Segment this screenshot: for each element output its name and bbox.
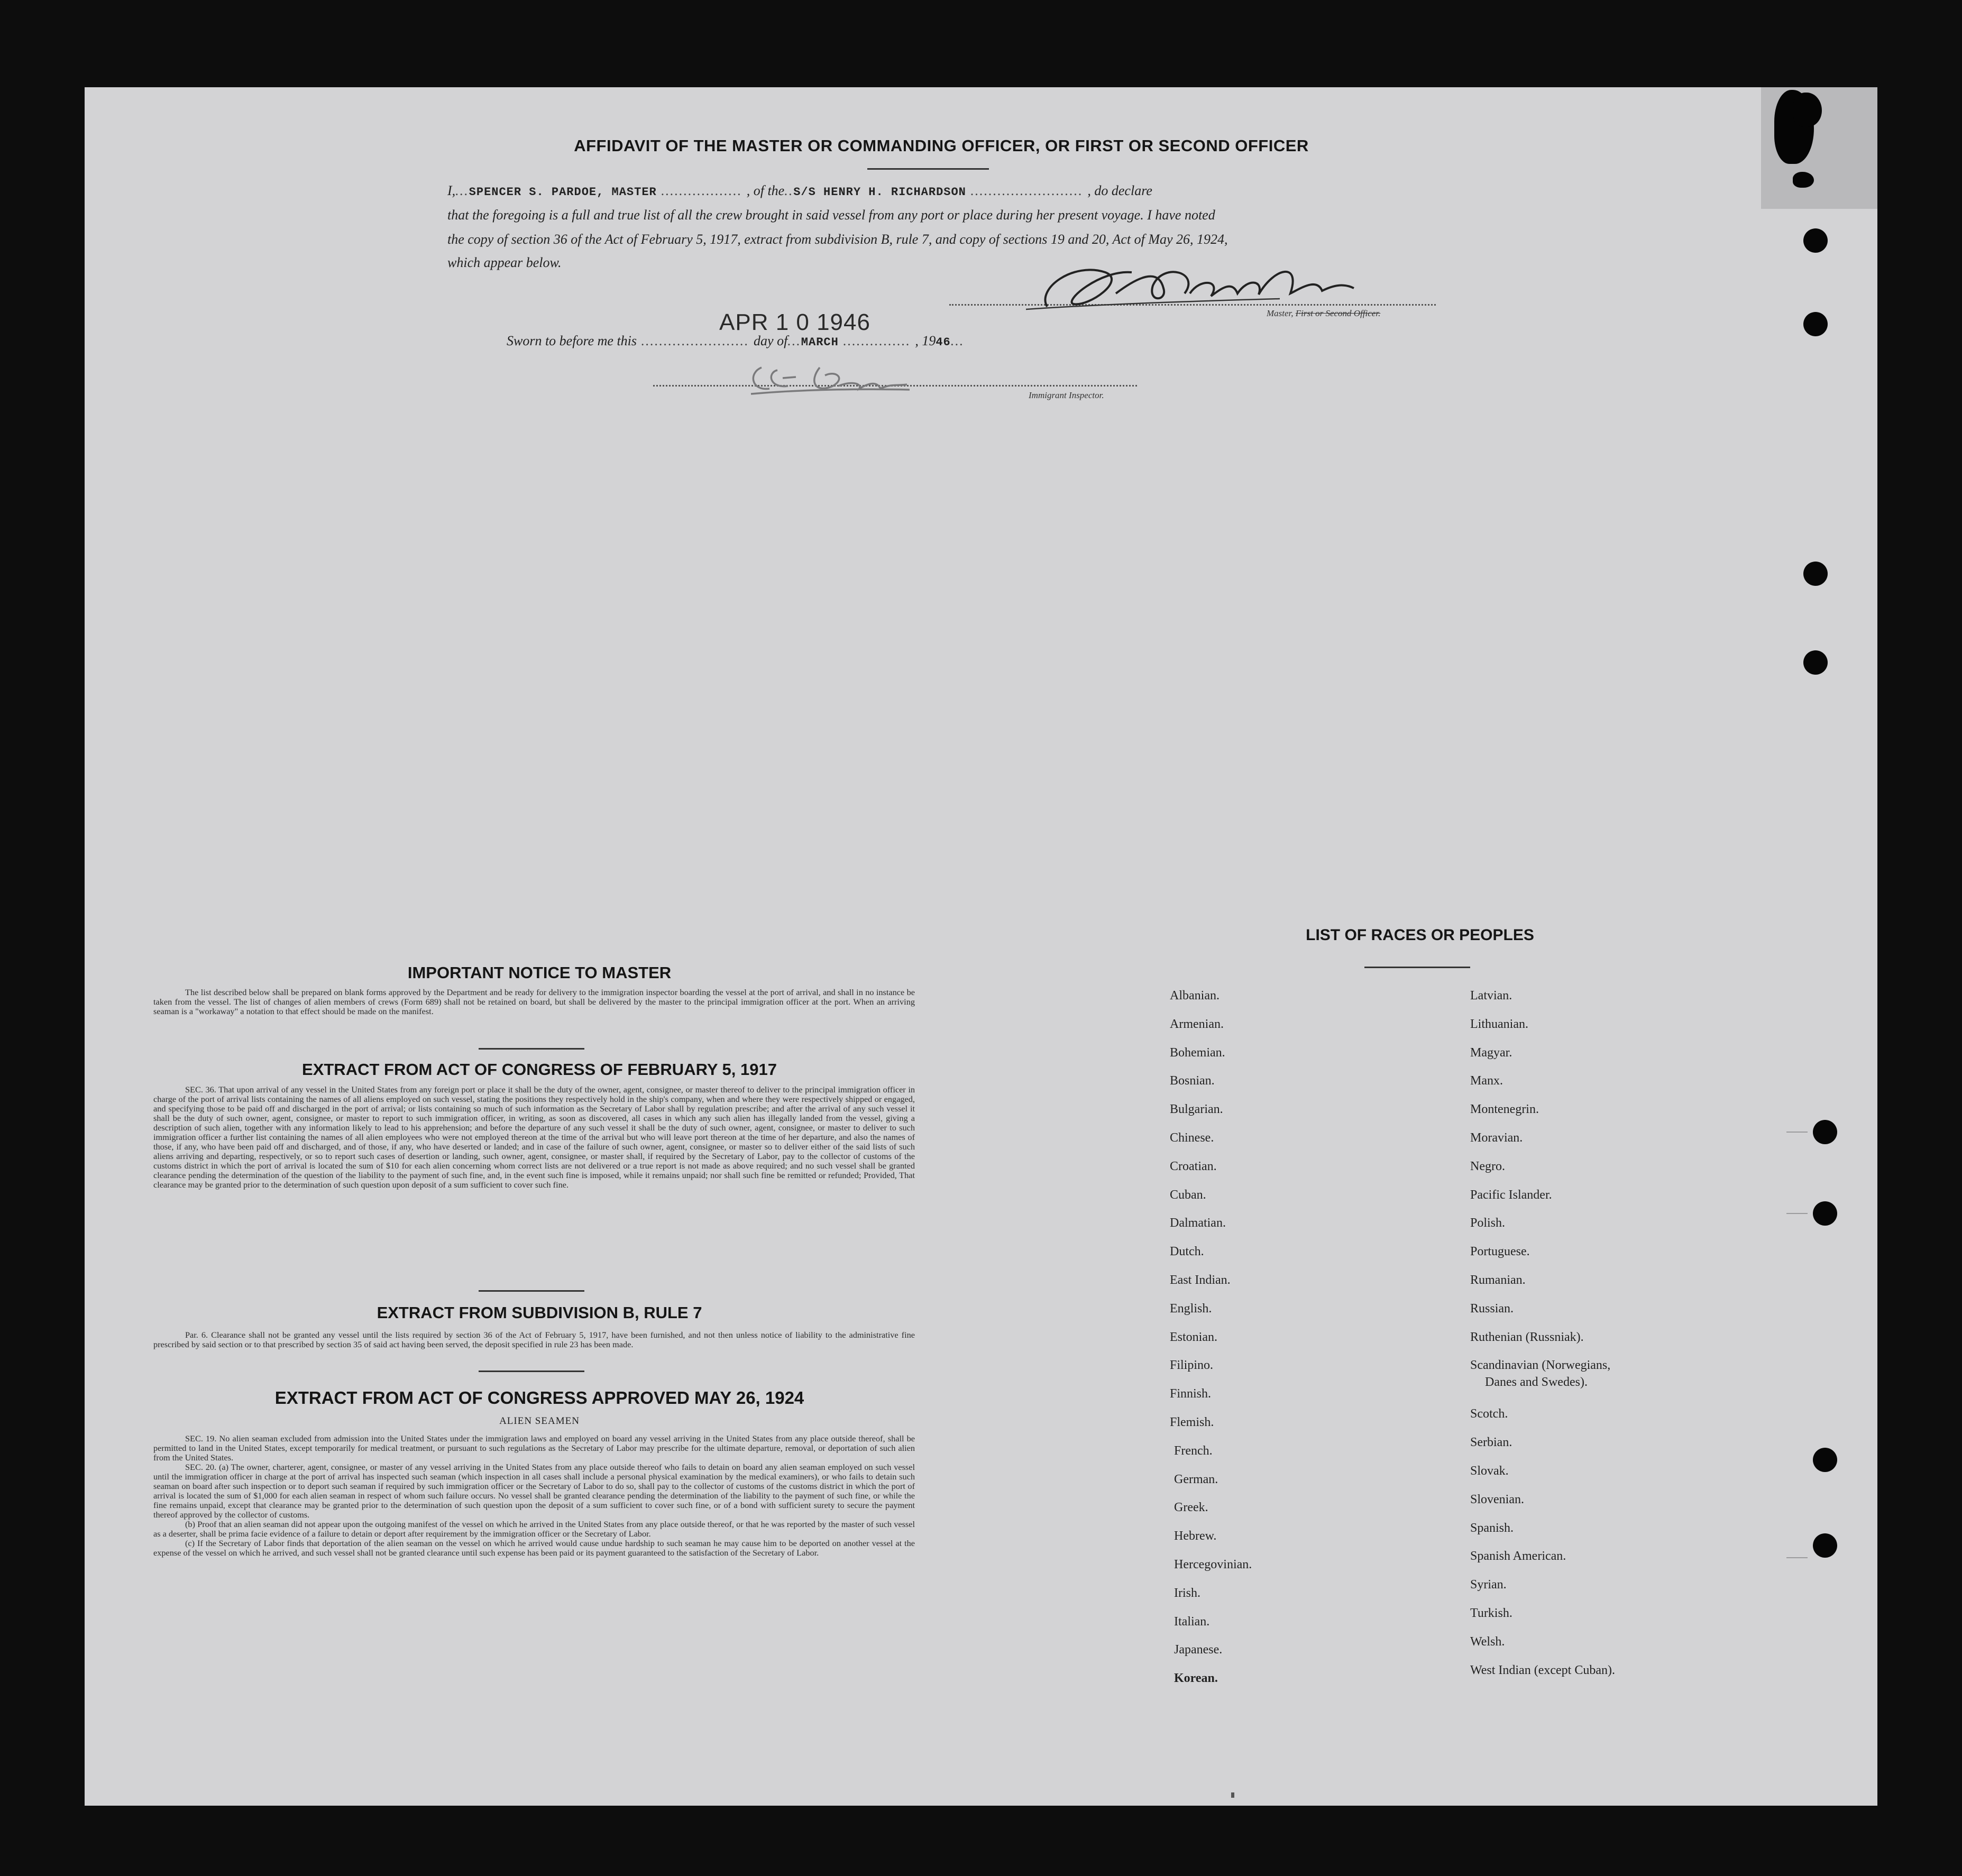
declaration-line-2: that the foregoing is a full and true list of all the crew brought in said vessel from any port or place during her present voyage. I have noted [447,207,1215,223]
binder-hole-icon [1813,1120,1837,1144]
race-item: Japanese. [1174,1643,1223,1657]
declare-text: , do declare [1087,183,1152,198]
declaration-line-3: the copy of section 36 of the Act of February 5, 1917, extract from subdivision B, rule 7, and copy of sections 19 and 20, Act of May 26, 1924, [447,232,1228,247]
binder-hole-icon [1803,228,1828,253]
of-the-text: , of the [746,183,785,198]
race-item: Scandinavian (Norwegians, [1470,1358,1611,1373]
binder-hole-icon [1813,1533,1837,1558]
sworn-line: Sworn to before me this ........................ day of...MARCH ............... , 1946... [507,333,965,349]
sworn-prefix: Sworn to before me this [507,333,637,348]
rule7-text [153,1330,915,1349]
race-item: Hercegovinian. [1174,1558,1252,1571]
race-item: Armenian. [1170,1017,1224,1031]
race-item: Slovenian. [1470,1492,1524,1506]
race-item: Irish. [1174,1586,1200,1600]
race-item: Latvian. [1470,989,1512,1003]
section-divider [479,1048,584,1050]
race-item: Ruthenian (Russniak). [1470,1330,1584,1344]
sworn-year-prefix: , 19 [915,333,936,348]
race-item: Italian. [1174,1614,1210,1629]
race-item: Dutch. [1170,1245,1204,1259]
sworn-day-label: day of [754,333,788,348]
ink-blot [1793,172,1814,188]
race-item: French. [1174,1443,1213,1458]
race-item: Negro. [1470,1159,1505,1173]
extract-1917-title: EXTRACT FROM ACT OF CONGRESS OF FEBRUARY 5, 1917 [302,1060,777,1079]
inspector-caption: Immigrant Inspector. [1029,390,1104,400]
binder-hole-icon [1803,650,1828,675]
race-item: East Indian. [1170,1273,1231,1287]
alien-seamen-subtitle: ALIEN SEAMEN [499,1415,580,1427]
race-item: Estonian. [1170,1330,1217,1344]
race-item: Rumanian. [1470,1273,1526,1287]
sec20c-paragraph: (c) If the Secretary of Labor finds that deportation of the alien seaman on the vessel on which he arrived would cause undue hardship to such seaman he may cause him to be deported on another vessel at the expense of the vessel on which he arrived, and such vessel shall not be granted clearance until such expense has been paid or its payment guaranteed to the satisfaction of the Secretary of Labor. [153,1538,915,1558]
race-item: Turkish. [1470,1606,1512,1620]
vessel-name: S/S HENRY H. RICHARDSON [793,186,966,199]
declaration-line-1: I,...SPENCER S. PARDOE, MASTER .................. , of the..S/S HENRY H. RICHARDSON ......................... , do declare [447,183,1152,199]
margin-mark [1786,1213,1808,1214]
extract-1917-text [153,1085,915,1190]
race-item: English. [1170,1301,1212,1316]
rule7-title: EXTRACT FROM SUBDIVISION B, RULE 7 [377,1303,702,1322]
race-item: Portuguese. [1470,1245,1530,1259]
race-item: Scotch. [1470,1407,1508,1421]
inspector-signature [746,357,915,399]
binder-hole-icon [1803,562,1828,586]
sworn-year: 46 [936,336,951,349]
scan-speck [1231,1792,1234,1798]
race-item: Bosnian. [1170,1074,1215,1088]
sec20a-paragraph: SEC. 20. (a) The owner, charterer, agent, consignee, or master of any vessel arriving in the United States from any place outside thereof who fails to detain on board any alien seaman employed on such vessel until the immigration officer in charge at the port of arrival has inspected such seaman (which inspection in all cases shall include a personal physical examination by the medical examiners), or who fails to detain such seaman on board after such inspection or to deport such seaman if required by such immigration officer or the Secretary of Labor to do so, shall pay to the collector of customs of the customs district in which the port of arrival is located the sum of $1,000 for each alien seaman in respect of whom such failure occurs. No vessel shall be granted clearance pending the determination of the liability to the payment of such fine, or while the fine remains unpaid, except that clearance may be granted prior to the determination of such question upon the deposit of a sum sufficient to cover such fine, or of a bond with sufficient surety to secure the payment thereof approved by the collector of customs. [153,1462,915,1520]
notice-paragraph: The list described below shall be prepared on blank forms approved by the Department and be ready for delivery to the immigration inspector boarding the vessel at the port of arrival, and shall in no instance be taken from the vessel. The list of changes of alien members of crews (Form 689) shall not be retained on board, but shall be delivered by the master to the principal immigration officer at the port. When an arriving seaman is a "workaway" a notation to that effect should be made on the manifest. [153,987,915,1016]
sec19-paragraph: SEC. 19. No alien seaman excluded from admission into the United States under the immigration laws and employed on board any vessel arriving in the United States from any place outside thereof, shall be permitted to land in the United States, except temporarily for medical treatment, or pursuant to such regulations as the Secretary of Labor may prescribe for the ultimate departure, removal, or deportation of such alien from the United States. [153,1433,915,1463]
extract-1924-title: EXTRACT FROM ACT OF CONGRESS APPROVED MAY 26, 1924 [274,1388,804,1408]
sec20b-paragraph: (b) Proof that an alien seaman did not appear upon the outgoing manifest of the vessel on which he arrived in the United States from any place outside thereof, or that he was reported by the master of such vessel as a deserter, shall be prima facie evidence of a failure to detain or deport after requirement by the immigration officer or the Secretary of Labor. [153,1519,915,1539]
master-name: SPENCER S. PARDOE, MASTER [469,186,657,199]
race-item: Chinese. [1170,1131,1214,1145]
race-item: Flemish. [1170,1415,1214,1429]
race-item: Bohemian. [1170,1045,1225,1060]
race-item: Magyar. [1470,1045,1512,1060]
binder-hole-icon [1813,1201,1837,1226]
races-divider [1364,967,1470,968]
race-item: Moravian. [1470,1131,1523,1145]
ink-blot [1793,93,1822,127]
race-item: Korean. [1174,1671,1218,1686]
notice-text [153,988,915,1016]
race-item: Serbian. [1470,1436,1512,1450]
race-item: Lithuanian. [1470,1017,1528,1031]
sworn-month: MARCH [801,336,839,349]
race-item: Russian. [1470,1301,1514,1316]
notice-title: IMPORTANT NOTICE TO MASTER [407,963,672,982]
race-item: Greek. [1174,1501,1208,1515]
race-item: Slovak. [1470,1464,1509,1478]
race-item: Cuban. [1170,1188,1206,1202]
race-item: Welsh. [1470,1634,1505,1649]
sec36-paragraph: SEC. 36. That upon arrival of any vessel in the United States from any foreign port or place it shall be the duty of the owner, agent, consignee, or master thereof to deliver to the principal immigration officer in charge of the port of arrival lists containing the names of all aliens employed on such vessel, stating the positions they respectively hold in the ship's company, when and where they were respectively shipped or engaged, and specifying those to be paid off and discharged in the port of arrival; or lists containing so much of such information as the Secretary of Labor shall by regulation prescribe; and after the arrival of any such vessel it shall be the duty of such owner, agent, consignee, or master to report to such immigration officer, in writing, as soon as discovered, all cases in which any such alien has illegally landed from the vessel, giving a description of such alien, together with any information likely to lead to his apprehension; and before the departure of any such vessel it shall be the duty of such owner, agent, consignee, or master to deliver to such immigration officer a further list containing the names of all alien employees who were not employed thereon at the time of the arrival but who will leave port thereon at the time of her departure, and also the names of those, if any, who have been paid off and discharged, and of those, if any, who have deserted or landed; and in case of the failure of such owner, agent, consignee, or master so to deliver either of the said lists of such aliens arriving and departing, respectively, or so to report such cases of desertion or landing, such owner, agent, consignee, or master shall, if required by the Secretary of Labor, pay to the collector of customs of the customs district in which the port of arrival is located the sum of $10 for each alien concerning whom correct lists are not delivered or a true report is not made as above required; and no such vessel shall be granted clearance pending the determination of the question of the liability to the payment of such fine, and, in the event such fine is imposed, while it remains unpaid; nor shall such fine be remitted or refunded; Provided, That clearance may be granted prior to the determination of such question upon deposit of a sum sufficient to cover such fine. [153,1084,915,1190]
race-item: Danes and Swedes). [1485,1375,1588,1390]
section-divider [479,1371,584,1372]
declaration-prefix: I, [447,183,456,198]
race-item: Hebrew. [1174,1529,1217,1543]
race-item: Montenegrin. [1470,1102,1539,1117]
race-item: German. [1174,1472,1218,1486]
margin-mark [1786,1132,1808,1133]
signer-caption-struck: First or Second Officer. [1295,308,1381,318]
races-title: LIST OF RACES OR PEOPLES [1306,926,1534,944]
race-item: Syrian. [1470,1578,1507,1592]
declaration-line-4: which appear below. [447,255,562,270]
binder-hole-icon [1813,1448,1837,1472]
signer-caption [1267,308,1380,319]
race-item: Spanish. [1470,1521,1514,1535]
race-item: Albanian. [1170,989,1220,1003]
race-item: Bulgarian. [1170,1102,1223,1117]
title-divider [867,168,989,170]
race-item: Manx. [1470,1074,1503,1088]
binder-hole-icon [1803,312,1828,336]
section-divider [479,1290,584,1292]
race-item: Dalmatian. [1170,1216,1226,1230]
extract-1924-text [153,1434,915,1558]
race-item: Croatian. [1170,1159,1217,1173]
race-item: Pacific Islander. [1470,1188,1552,1202]
race-item: Finnish. [1170,1387,1212,1401]
affidavit-title: AFFIDAVIT OF THE MASTER OR COMMANDING OFFICER, OR FIRST OR SECOND OFFICER [574,136,1309,155]
signer-caption-master: Master, [1267,308,1294,318]
par6-paragraph: Par. 6. Clearance shall not be granted any vessel until the lists required by section 36 of the Act of February 5, 1917, have been furnished, and not then unless notice of liability to the administrative fine prescribed by said section or to that prescribed by section 35 of said act having been served, the deposit specified in rule 23 has been made. [153,1330,915,1349]
date-stamp: APR 1 0 1946 [719,309,870,335]
race-item: Spanish American. [1470,1549,1566,1564]
race-item: West Indian (except Cuban). [1470,1663,1615,1677]
race-item: Filipino. [1170,1358,1214,1373]
margin-mark [1786,1557,1808,1558]
race-item: Polish. [1470,1216,1506,1230]
